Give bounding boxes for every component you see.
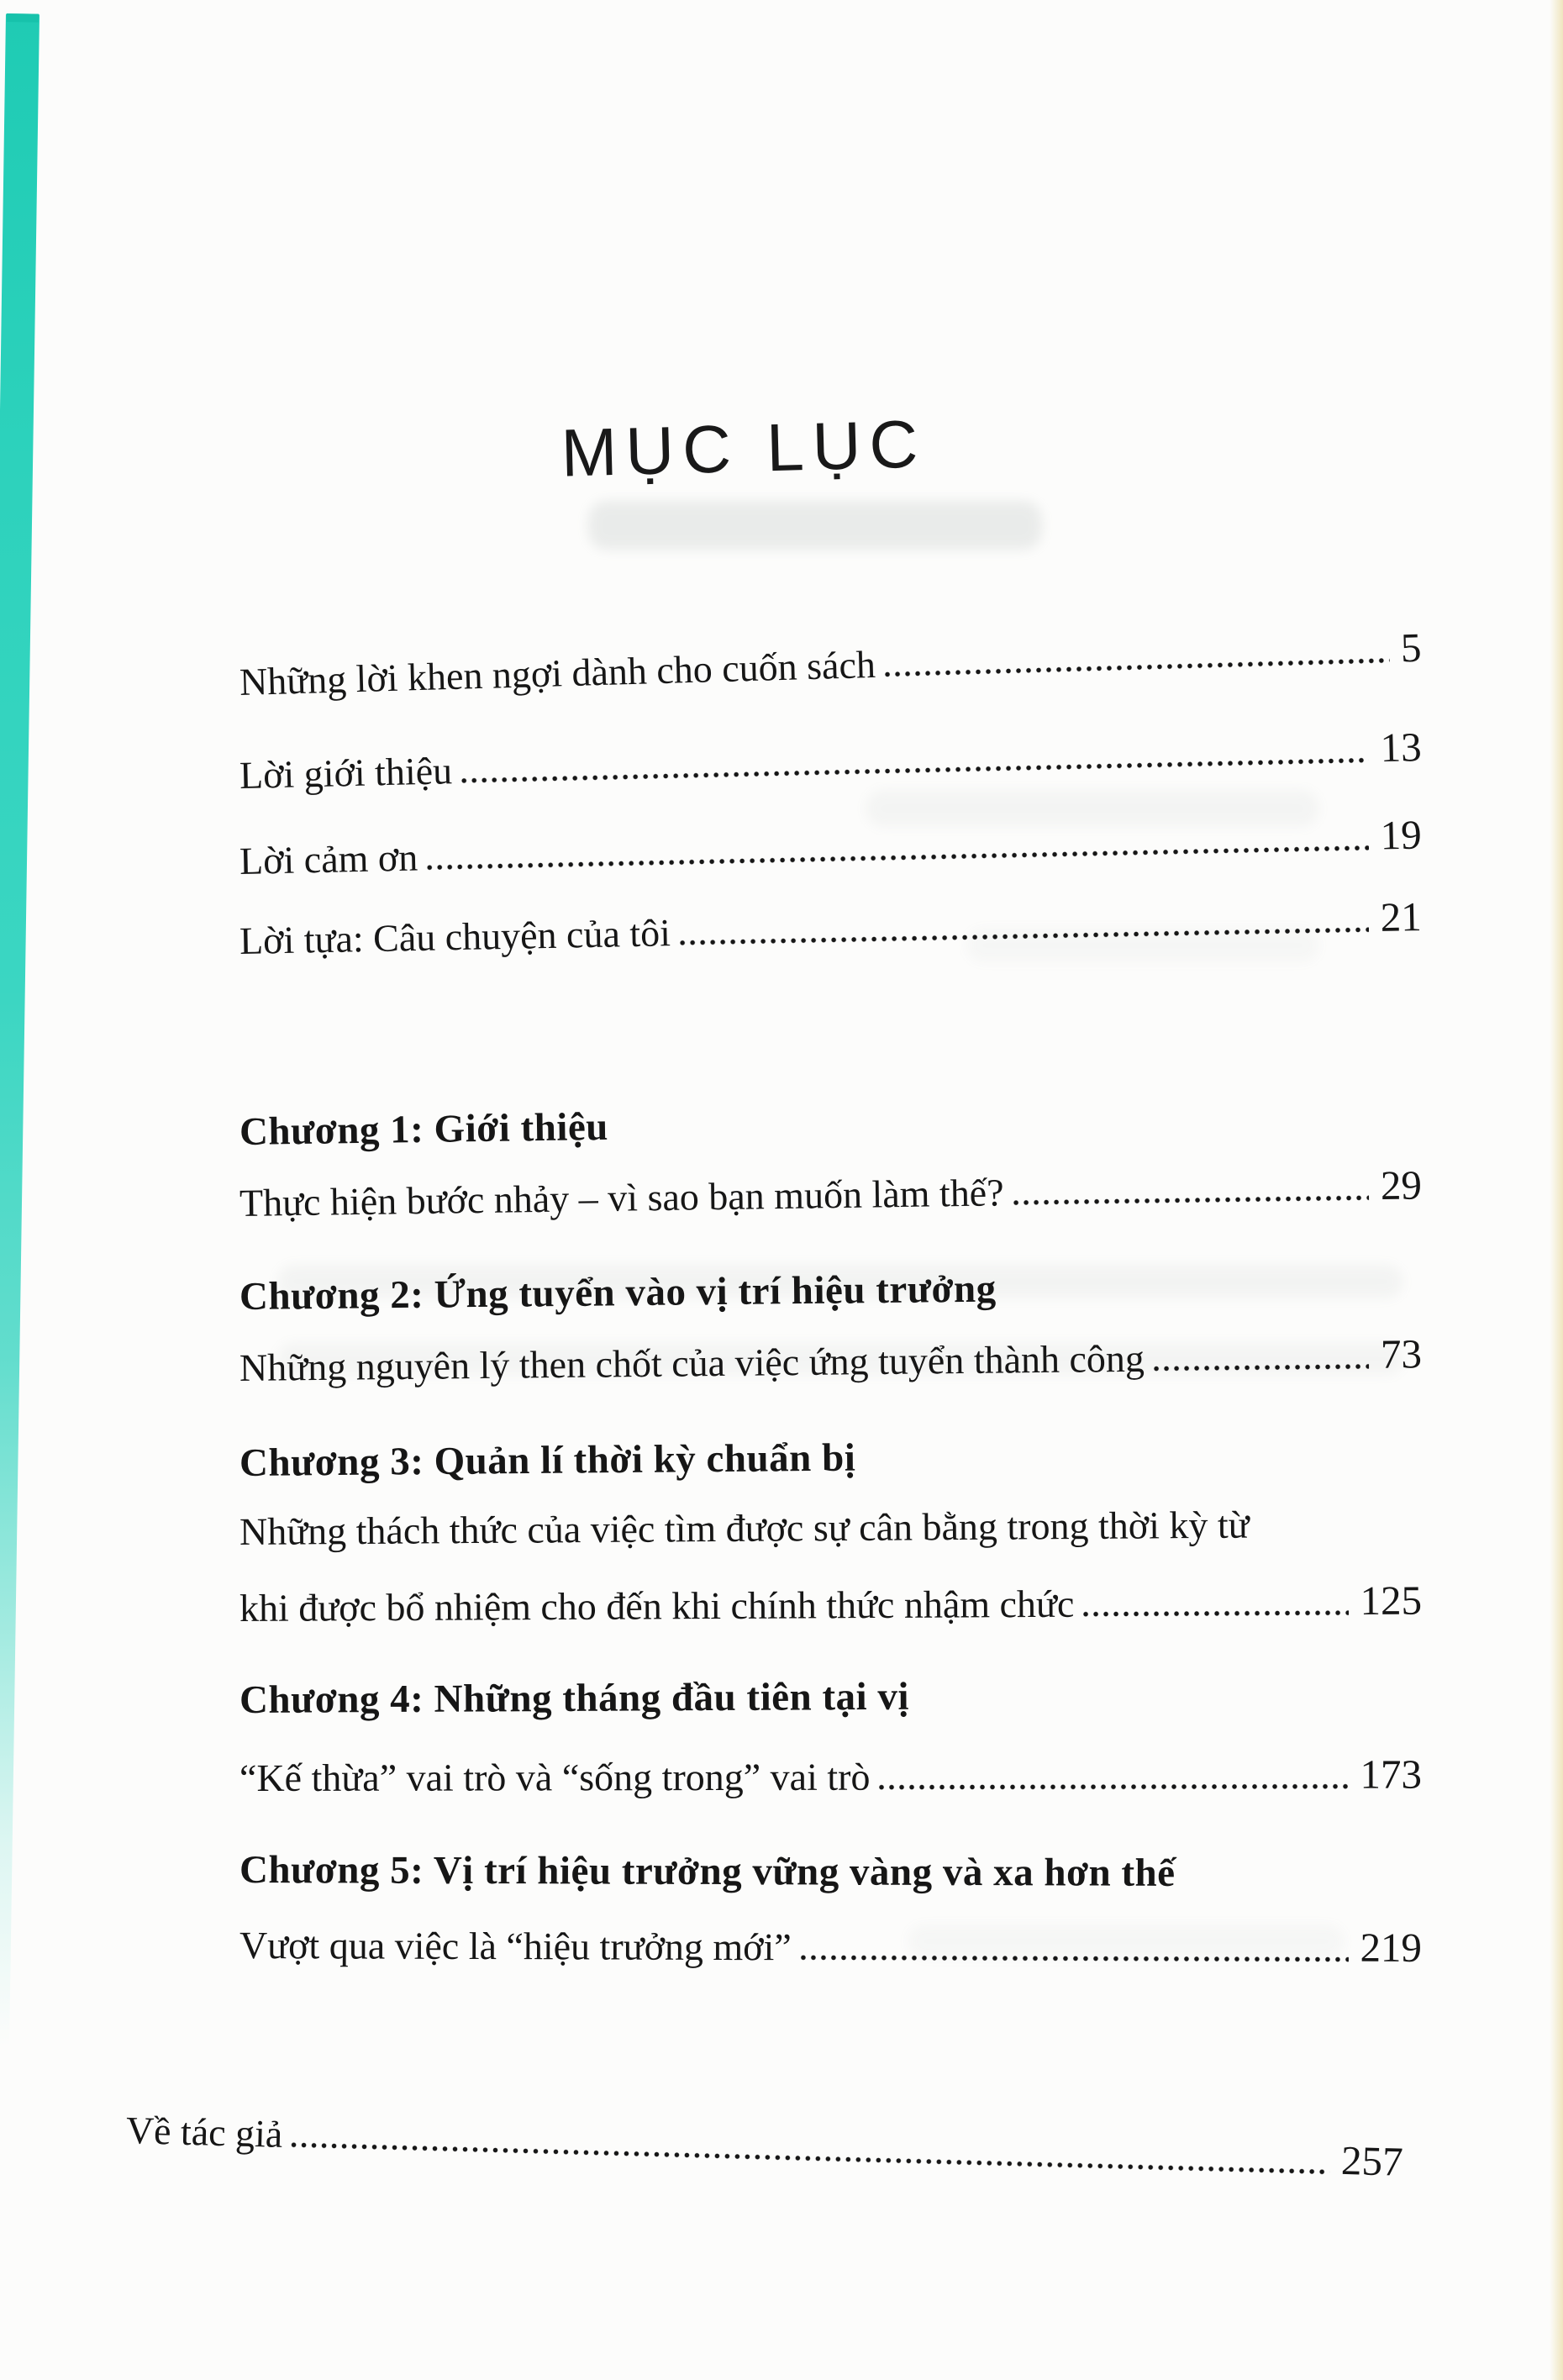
toc-chapter-subtitle: [239, 1501, 1483, 1555]
toc-entry: [125, 2105, 1403, 2187]
toc-chapter-subtitle: [239, 1161, 1423, 1225]
toc-entry-label: khi được bổ nhiệm cho đến khi chính thức nhậm chức: [239, 1582, 1075, 1630]
toc-entry-page: 29: [1380, 1161, 1423, 1209]
toc-entry-label: Những thách thức của việc tìm được sự cân bằng trong thời kỳ từ: [239, 1503, 1250, 1553]
bleedthrough-ghost: [588, 501, 1042, 550]
dot-leader: [460, 756, 1369, 785]
toc-entry-page: 219: [1360, 1924, 1423, 1971]
toc-entry-page: 73: [1380, 1330, 1423, 1377]
toc-entry-page: 173: [1360, 1751, 1423, 1798]
toc-chapter-heading-label: Chương 2: Ứng tuyển vào vị trí hiệu trưởng: [239, 1266, 997, 1319]
toc-chapter-heading: [239, 1430, 1422, 1487]
toc-chapter-heading: [239, 1093, 1423, 1155]
toc-entry: [239, 624, 1422, 705]
dot-leader: [800, 1953, 1349, 1963]
toc-entry-label: Những lời khen ngợi dành cho cuốn sách: [239, 643, 876, 704]
toc-entry-label: Lời giới thiệu: [239, 749, 453, 798]
page-title: MỤC LỤC: [560, 406, 928, 491]
toc-entry: [239, 724, 1422, 798]
toc-chapter-subtitle: [239, 1751, 1422, 1801]
toc-chapter-heading-label: Chương 4: Những tháng đầu tiên tại vị: [239, 1674, 910, 1722]
dot-leader: [679, 925, 1369, 947]
toc-chapter-subtitle: [239, 1577, 1422, 1631]
dot-leader: [884, 656, 1389, 679]
toc-entry-label: Vượt qua việc là “hiệu trưởng mới”: [239, 1924, 792, 1969]
toc-chapter-heading-label: Chương 5: Vị trí hiệu trưởng vững vàng và xa hơn thế: [239, 1848, 1176, 1895]
toc-entry-label: Những nguyên lý then chốt của việc ứng tuyển thành công: [239, 1337, 1145, 1390]
toc-chapter-heading-label: Chương 1: Giới thiệu: [239, 1104, 609, 1154]
dot-leader: [878, 1782, 1348, 1792]
dot-leader: [1013, 1193, 1369, 1207]
book-spine-edge: [0, 13, 39, 2047]
toc-entry-page: 5: [1400, 624, 1423, 671]
toc-chapter-heading: [239, 1672, 1422, 1724]
toc-entry-label: Về tác giả: [125, 2109, 284, 2156]
toc-entry-page: 13: [1380, 724, 1423, 771]
toc-entry-page: 19: [1380, 811, 1423, 859]
toc-entry-label: Lời tựa: Câu chuyện của tôi: [239, 911, 671, 963]
toc-chapter-subtitle: [239, 1920, 1422, 1972]
toc-chapter-heading: [239, 1847, 1422, 1897]
page-edge-tint: [1550, 0, 1563, 2380]
toc-entry-label: Thực hiện bước nhảy – vì sao bạn muốn làm thế?: [239, 1171, 1004, 1225]
toc-entry-label: “Kế thừa” vai trò và “sống trong” vai trò: [239, 1756, 871, 1800]
toc-entry-page: 125: [1360, 1577, 1423, 1624]
dot-leader: [1082, 1609, 1348, 1619]
dot-leader: [291, 2140, 1329, 2176]
toc-entry: [239, 812, 1422, 884]
toc-entry-page: 21: [1380, 893, 1423, 940]
dot-leader: [1153, 1362, 1369, 1373]
book-spine-edge-cap: [7, 13, 39, 23]
dot-leader: [426, 844, 1369, 871]
toc-chapter-subtitle: [239, 1330, 1423, 1391]
toc-chapter-heading-label: Chương 3: Quản lí thời kỳ chuẩn bị: [239, 1435, 856, 1485]
toc-entry-page: 257: [1340, 2136, 1404, 2185]
toc-entry-label: Lời cảm ơn: [239, 836, 418, 883]
